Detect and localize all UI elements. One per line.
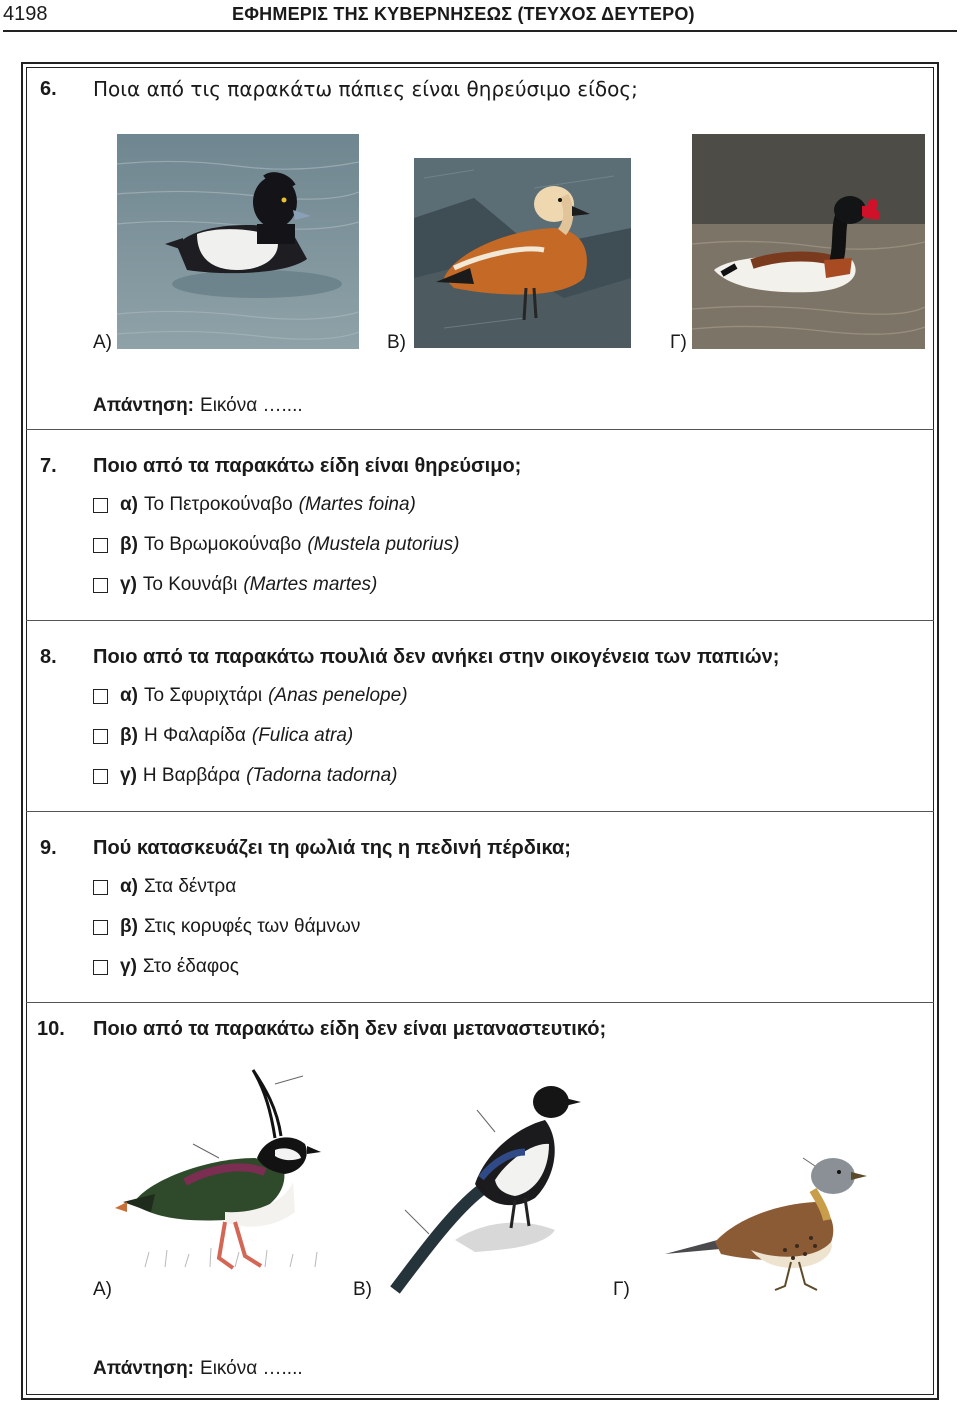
question-number: 7. [40, 455, 57, 477]
option-scientific-name: (Tadorna tadorna) [246, 765, 398, 786]
option-checkbox[interactable] [93, 498, 108, 513]
question-number: 6. [40, 78, 57, 100]
lapwing-illustration [115, 1062, 340, 1277]
tufted-duck-photo [117, 134, 359, 349]
option-letter: β) [120, 916, 138, 937]
option-checkbox[interactable] [93, 769, 108, 784]
option-b[interactable] [93, 724, 353, 748]
option-text: Στα δέντρα [144, 876, 237, 897]
image-label-c: Γ) [613, 1279, 630, 1300]
image-label-a: Α) [93, 1279, 112, 1300]
option-letter: α) [120, 494, 139, 515]
option-scientific-name: (Anas penelope) [268, 685, 408, 706]
page-number: 4198 [3, 3, 48, 25]
header-rule [3, 30, 957, 32]
option-a[interactable] [93, 493, 416, 517]
question-text: Ποιο από τα παρακάτω είδη είναι θηρεύσιμο; [93, 455, 522, 477]
question-text: Ποιο από τα παρακάτω είδη δεν είναι μεταναστευτικό; [93, 1018, 607, 1040]
option-text: Το Βρωμοκούναβο [143, 534, 302, 555]
option-checkbox[interactable] [93, 689, 108, 704]
answer-value: Εικόνα ….... [200, 395, 303, 416]
option-c[interactable] [93, 573, 377, 597]
option-scientific-name: (Mustela putorius) [307, 534, 460, 555]
option-letter: β) [120, 725, 138, 746]
section-divider [26, 811, 934, 812]
option-scientific-name: (Fulica atra) [251, 725, 354, 746]
image-label-b: Β) [353, 1279, 372, 1300]
page-header [0, 0, 960, 30]
ruddy-shelduck-photo [414, 158, 631, 348]
option-text: Η Βαρβάρα [142, 765, 241, 786]
option-letter: γ) [120, 765, 137, 786]
answer-label: Απάντηση: [93, 1358, 195, 1379]
answer-value: Εικόνα ….... [200, 1358, 303, 1379]
option-letter: γ) [120, 956, 137, 977]
option-letter: α) [120, 876, 139, 897]
answer-line [93, 395, 303, 417]
option-checkbox[interactable] [93, 729, 108, 744]
option-text: Το Πετροκούναβο [144, 494, 293, 515]
image-label-c: Γ) [670, 332, 687, 353]
option-checkbox[interactable] [93, 960, 108, 975]
fieldfare-illustration [665, 1150, 870, 1295]
question-text: Πού κατασκευάζει τη φωλιά της η πεδινή πέρδικα; [93, 837, 571, 859]
answer-line [93, 1358, 303, 1380]
answer-label: Απάντηση: [93, 395, 195, 416]
section-divider [26, 1002, 934, 1003]
common-shelduck-photo [692, 134, 925, 349]
option-c[interactable] [93, 955, 239, 979]
option-text: Στο έδαφος [142, 956, 239, 977]
option-a[interactable] [93, 875, 236, 899]
magpie-illustration [385, 1080, 585, 1295]
option-checkbox[interactable] [93, 538, 108, 553]
option-text: Στις κορυφές των θάμνων [143, 916, 361, 937]
option-a[interactable] [93, 684, 408, 708]
image-label-a: Α) [93, 332, 112, 353]
option-checkbox[interactable] [93, 920, 108, 935]
option-text: Το Κουνάβι [142, 574, 238, 595]
option-b[interactable] [93, 533, 459, 557]
question-number: 10. [37, 1018, 65, 1040]
option-letter: γ) [120, 574, 137, 595]
question-text: Ποια από τις παρακάτω πάπιες είναι θηρεύσιμο είδος; [93, 77, 638, 101]
option-scientific-name: (Martes foina) [298, 494, 416, 515]
option-checkbox[interactable] [93, 578, 108, 593]
option-scientific-name: (Martes martes) [243, 574, 378, 595]
question-number: 9. [40, 837, 57, 859]
option-b[interactable] [93, 915, 360, 939]
option-c[interactable] [93, 764, 397, 788]
question-number: 8. [40, 646, 57, 668]
section-divider [26, 429, 934, 430]
option-text: Το Σφυριχτάρι [144, 685, 263, 706]
running-title: ΕΦΗΜΕΡΙΣ ΤΗΣ ΚΥΒΕΡΝΗΣΕΩΣ (ΤΕΥΧΟΣ ΔΕΥΤΕΡΟ) [232, 4, 695, 24]
section-divider [26, 620, 934, 621]
option-text: Η Φαλαρίδα [143, 725, 246, 746]
option-checkbox[interactable] [93, 880, 108, 895]
option-letter: β) [120, 534, 138, 555]
option-letter: α) [120, 685, 139, 706]
question-text: Ποιο από τα παρακάτω πουλιά δεν ανήκει στην οικογένεια των παπιών; [93, 646, 780, 668]
image-label-b: Β) [387, 332, 406, 353]
